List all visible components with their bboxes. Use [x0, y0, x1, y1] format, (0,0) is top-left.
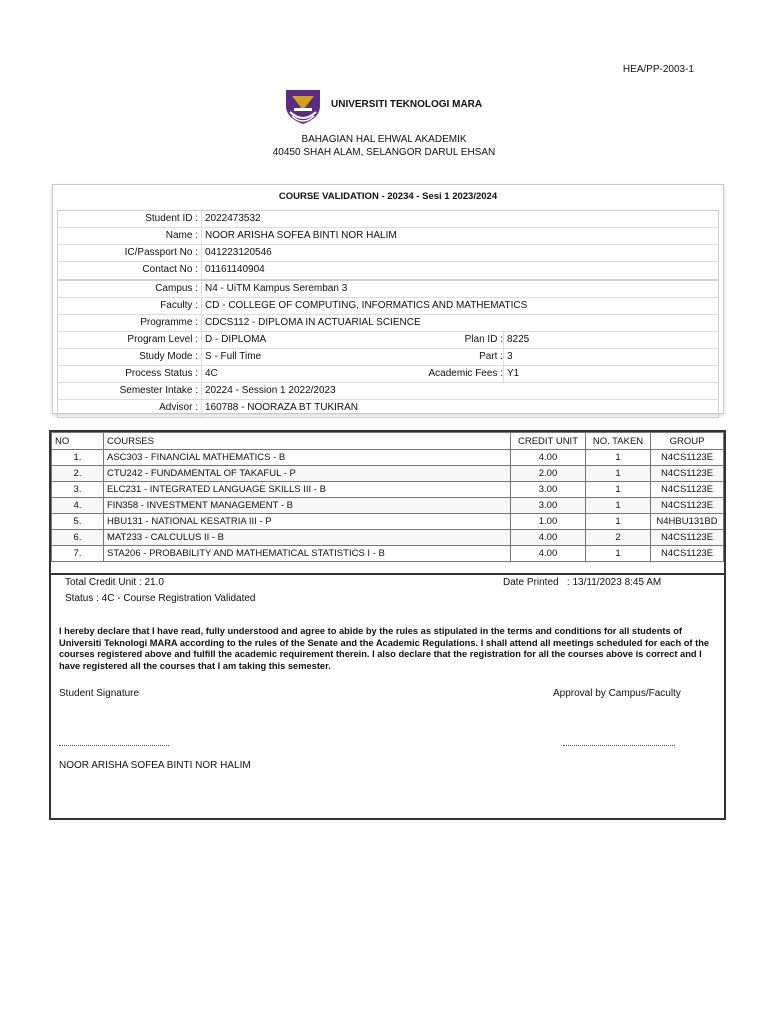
field-value: CD - COLLEGE OF COMPUTING, INFORMATICS AND MATHEMATICS — [201, 298, 718, 314]
row-group: N4HBU131BD — [651, 514, 724, 530]
table-row — [52, 546, 724, 562]
field-label: IC/Passport No : — [124, 247, 198, 258]
row-no: 5. — [52, 514, 104, 530]
row-no: 2. — [52, 466, 104, 482]
field-label: Faculty : — [160, 300, 198, 311]
uitm-crest-logo — [282, 84, 324, 126]
row-course: MAT233 - CALCULUS II - B — [104, 530, 511, 546]
row-group: N4CS1123E — [651, 482, 724, 498]
table-row — [52, 450, 724, 466]
field-label: Name : — [165, 230, 198, 241]
row-credit: 3.00 — [511, 498, 586, 514]
program-info-box — [57, 280, 719, 418]
faculty-row — [58, 298, 718, 315]
row-no: 1. — [52, 450, 104, 466]
row-taken: 1 — [586, 450, 651, 466]
row-course: STA206 - PROBABILITY AND MATHEMATICAL STATISTICS I - B — [104, 546, 511, 562]
course-table — [51, 432, 724, 562]
row-group: N4CS1123E — [651, 546, 724, 562]
field-value: 041223120546 — [201, 245, 718, 261]
table-row — [52, 466, 724, 482]
row-credit: 4.00 — [511, 530, 586, 546]
table-row — [52, 482, 724, 498]
course-registration-section — [49, 430, 726, 820]
field-label: Contact No : — [142, 264, 198, 275]
field-label: Programme : — [140, 317, 198, 328]
validation-title: COURSE VALIDATION - 20234 - Sesi 1 2023/2024 — [278, 191, 498, 202]
row-no: 7. — [52, 546, 104, 562]
student-info-box — [57, 210, 719, 280]
student-name-row — [58, 228, 718, 245]
field-label: Study Mode : — [139, 351, 198, 362]
approval-label: Approval by Campus/Faculty — [553, 688, 681, 699]
table-row — [52, 530, 724, 546]
row-no: 4. — [52, 498, 104, 514]
header-no: NO — [52, 433, 104, 450]
student-signature-line — [59, 745, 169, 746]
row-group: N4CS1123E — [651, 450, 724, 466]
student-id-row — [58, 211, 718, 228]
course-validation-panel — [52, 184, 724, 414]
field-label: Advisor : — [159, 402, 198, 413]
declaration-text: I hereby declare that I have read, fully understood and agree to abide by the rules as stipulated in the terms and conditions for all students of Universiti Teknologi MARA according to the rules of the Senate and the Academic Regulations. I shall attend all meetings scheduled for each of the courses registered above and fulfill the academic requirement therein. I also declare that the registration for all the courses above is correct and I have registered all the courses that I am taking this semester. — [59, 626, 710, 671]
row-course: CTU242 - FUNDAMENTAL OF TAKAFUL - P — [104, 466, 511, 482]
row-no: 3. — [52, 482, 104, 498]
field-value: NOOR ARISHA SOFEA BINTI NOR HALIM — [201, 228, 718, 244]
row-credit: 2.00 — [511, 466, 586, 482]
row-group: N4CS1123E — [651, 466, 724, 482]
program-level-row — [58, 332, 718, 349]
field-label: Process Status : — [125, 368, 198, 379]
row-group: N4CS1123E — [651, 498, 724, 514]
field-value: 2022473532 — [201, 211, 718, 227]
row-taken: 1 — [586, 514, 651, 530]
date-printed: Date Printed : 13/11/2023 8:45 AM — [503, 577, 662, 588]
row-taken: 1 — [586, 466, 651, 482]
field-label: Program Level : — [127, 334, 198, 345]
study-mode-row — [58, 349, 718, 366]
row-group: N4CS1123E — [651, 530, 724, 546]
student-signature-name: NOOR ARISHA SOFEA BINTI NOR HALIM — [59, 760, 251, 771]
field-value: 160788 - NOORAZA BT TUKIRAN — [201, 400, 718, 417]
row-credit: 4.00 — [511, 546, 586, 562]
row-credit: 3.00 — [511, 482, 586, 498]
student-signature-label: Student Signature — [59, 688, 140, 699]
row-no: 6. — [52, 530, 104, 546]
row-taken: 2 — [586, 530, 651, 546]
field-value: S - Full Time — [201, 349, 396, 365]
row-taken: 1 — [586, 546, 651, 562]
row-course: ELC231 - INTEGRATED LANGUAGE SKILLS III - B — [104, 482, 511, 498]
field-value: 3 — [503, 349, 718, 365]
header-credit-unit: CREDIT UNIT — [511, 433, 586, 450]
section-divider — [51, 573, 724, 575]
field-label: Part : — [479, 351, 503, 362]
field-value: 8225 — [503, 332, 718, 348]
total-credit-unit: Total Credit Unit : 21.0 — [65, 577, 164, 588]
field-label: Plan ID : — [464, 334, 503, 345]
table-header-row — [52, 433, 724, 450]
row-credit: 1.00 — [511, 514, 586, 530]
university-name: UNIVERSITI TEKNOLOGI MARA — [331, 99, 483, 110]
field-value: N4 - UiTM Kampus Seremban 3 — [201, 281, 718, 297]
row-taken: 1 — [586, 498, 651, 514]
row-course: ASC303 - FINANCIAL MATHEMATICS - B — [104, 450, 511, 466]
department-block — [0, 133, 768, 159]
registration-status: Status : 4C - Course Registration Validated — [65, 593, 256, 604]
field-value: 4C — [201, 366, 396, 382]
field-label: Student ID : — [145, 213, 198, 224]
field-label: Campus : — [155, 283, 198, 294]
field-value: 01161140904 — [201, 262, 718, 279]
header-no-taken: NO. TAKEN — [586, 433, 651, 450]
field-value: D - DIPLOMA — [201, 332, 396, 348]
header-courses: COURSES — [104, 433, 511, 450]
approval-signature-line — [563, 745, 675, 746]
document-reference: HEA/PP-2003-1 — [622, 64, 694, 75]
process-status-row — [58, 366, 718, 383]
field-value: CDCS112 - DIPLOMA IN ACTUARIAL SCIENCE — [201, 315, 718, 331]
advisor-row — [58, 400, 718, 417]
ic-passport-row — [58, 245, 718, 262]
department-name: BAHAGIAN HAL EHWAL AKADEMIK — [301, 134, 467, 145]
field-label: Academic Fees : — [428, 368, 503, 379]
table-row — [52, 498, 724, 514]
campus-row — [58, 281, 718, 298]
row-course: HBU131 - NATIONAL KESATRIA III - P — [104, 514, 511, 530]
department-address: 40450 SHAH ALAM, SELANGOR DARUL EHSAN — [272, 147, 496, 158]
programme-row — [58, 315, 718, 332]
header-group: GROUP — [651, 433, 724, 450]
table-row — [52, 514, 724, 530]
field-value: Y1 — [503, 366, 718, 382]
row-taken: 1 — [586, 482, 651, 498]
row-course: FIN358 - INVESTMENT MANAGEMENT - B — [104, 498, 511, 514]
field-label: Semester Intake : — [119, 385, 198, 396]
contact-row — [58, 262, 718, 279]
field-value: 20224 - Session 1 2022/2023 — [201, 383, 718, 399]
row-credit: 4.00 — [511, 450, 586, 466]
semester-intake-row — [58, 383, 718, 400]
